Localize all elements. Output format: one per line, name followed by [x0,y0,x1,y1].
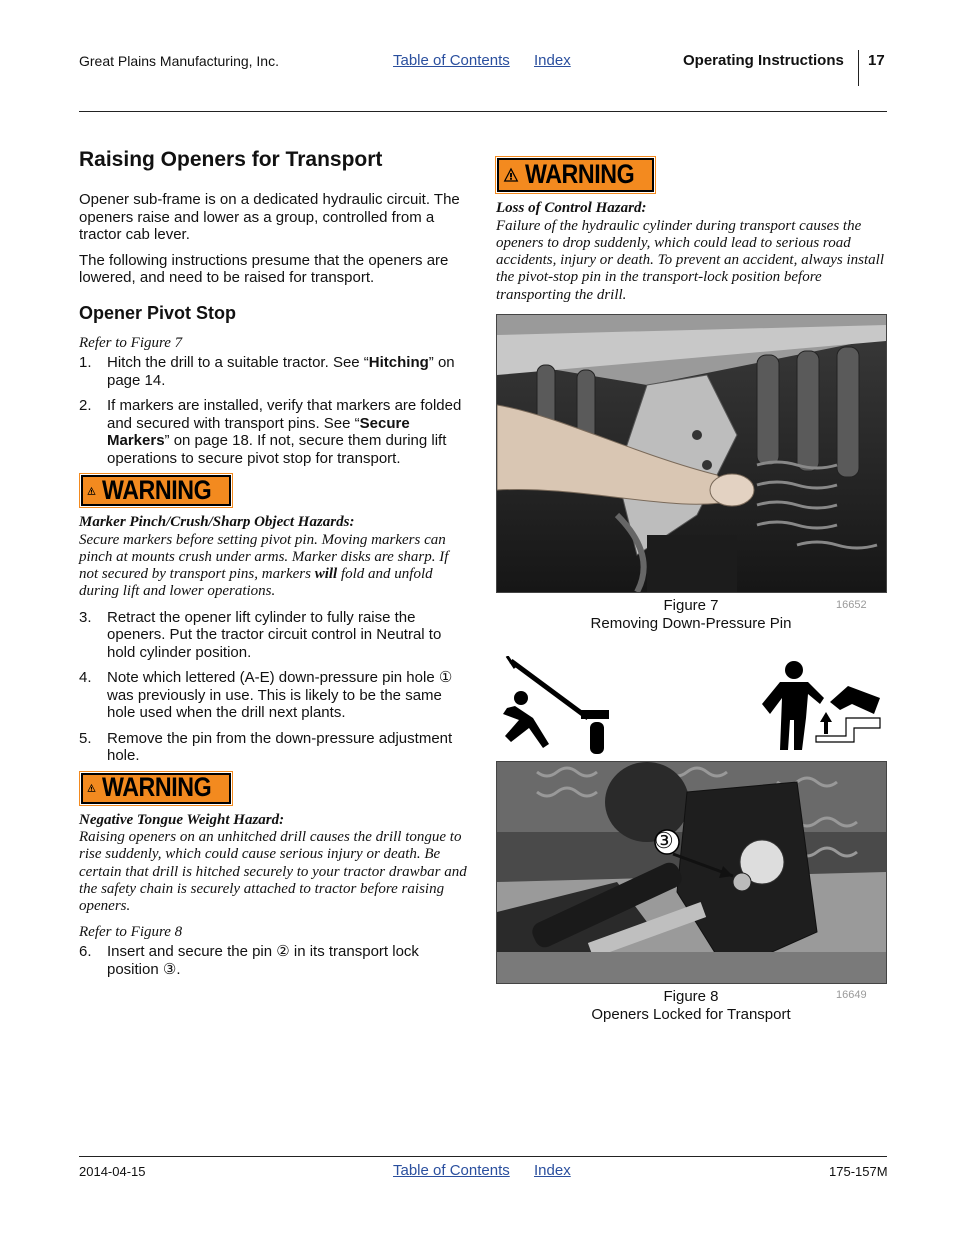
intro-paragraph-1: Opener sub-frame is on a dedicated hydraulic circuit. The openers raise and lower as a group, controlled from a tractor cab lever. [79,191,460,243]
page-title: Raising Openers for Transport [79,148,383,171]
hazard-body: Failure of the hydraulic cylinder during transport causes the openers to drop suddenly, which could lead to serious road accidents, injury or death. To prevent an accident, always install the pivot-stop pin in the transport-lock position before transporting the drill. [496,217,885,303]
figure-7-image-id: 16652 [836,599,867,611]
figure-8-caption [496,988,886,1024]
step-5: 5. Remove the pin from the down-pressure adjustment hole. [79,729,453,765]
left-column [79,146,471,986]
hazard-title: Marker Pinch/Crush/Sharp Object Hazards: [79,514,355,530]
step-3: 3. Retract the opener lift cylinder to fully raise the openers. Put the tractor circuit control in Neutral to hold cylinder position. [79,608,442,661]
warning-badge: WARNING [81,475,231,506]
figure-8-number: Figure 8 [663,988,719,1005]
footer-rule [79,1156,887,1157]
refer-figure-8: Refer to Figure 8 [79,923,183,940]
footer-toc-link[interactable]: Table of Contents [393,1162,510,1179]
secure-markers-ref: Secure Markers [107,414,410,449]
step-2: 2. If markers are installed, verify that markers are folded and secured with transport pins. See “Secure Markers” on page 18. If not, secure them during lift operations to secure pivot stop for transport. [79,397,462,467]
footer-index-link[interactable]: Index [534,1162,571,1179]
warning-badge: WARNING [497,158,654,192]
hazard-body: Secure markers before setting pivot pin. Moving markers can pinch at mounts crush under arms. Marker disks are sharp. If not secured by transport pins, markers will fold and unfold during lift and lower operations. [79,531,449,600]
figure-8-photo [496,761,887,984]
company-name: Great Plains Manufacturing, Inc. [79,53,279,69]
transport-lock-callout: ③ [654,828,674,853]
hazard-title: Negative Tongue Weight Hazard: [79,811,285,828]
figure-7-caption [496,597,886,633]
figure-7-number: Figure 7 [663,597,719,614]
steps-list-a [79,354,471,467]
step-1: 1. Hitch the drill to a suitable tractor. See “Hitching” on page 14. [79,354,455,389]
figure-8-image-id: 16649 [836,989,867,1001]
right-column [496,156,886,312]
header-toc-link[interactable]: Table of Contents [393,52,510,69]
warning-triangle-icon [503,164,519,186]
warning-triangle-icon [87,480,96,502]
intro-paragraph-2: The following instructions presume that the openers are lowered, and need to be raised for transport. [79,251,449,286]
stand-clear-hazard-icon [756,658,882,754]
document-number: 175-157M [829,1164,888,1179]
page-number: 17 [868,52,885,69]
figure-7-photo [496,314,887,593]
figure-8-title: Openers Locked for Transport [591,1006,791,1023]
hitching-ref: Hitching [368,354,429,371]
header-index-link[interactable]: Index [534,52,571,69]
tongue-rise-hazard-icon [493,656,615,756]
warning-badge: WARNING [81,773,231,804]
step-4: 4. Note which lettered (A-E) down-pressure pin hole ① was previously in use. This is likely to be the same hole used when the drill next plants. [79,669,453,722]
refer-figure-7: Refer to Figure 7 [79,334,183,351]
header-rule [79,111,887,112]
section-title: Operating Instructions [683,52,844,69]
steps-list-c [79,943,471,978]
hazard-title: Loss of Control Hazard: [496,200,647,216]
subsection-title: Opener Pivot Stop [79,302,237,323]
figure-7-title: Removing Down-Pressure Pin [590,615,792,632]
footer-date: 2014-04-15 [79,1164,146,1179]
header-divider [858,50,859,86]
hazard-body: Raising openers on an unhitched drill causes the drill tongue to rise suddenly, which could cause serious injury or death. Be certain that drill is hitched securely to your tractor drawbar and the safety chain is securely attached to tractor before raising openers. [79,829,467,915]
warning-triangle-icon [87,777,96,799]
step-6: 6. Insert and secure the pin ② in its transport lock position ③. [79,943,419,978]
steps-list-b [79,609,471,765]
